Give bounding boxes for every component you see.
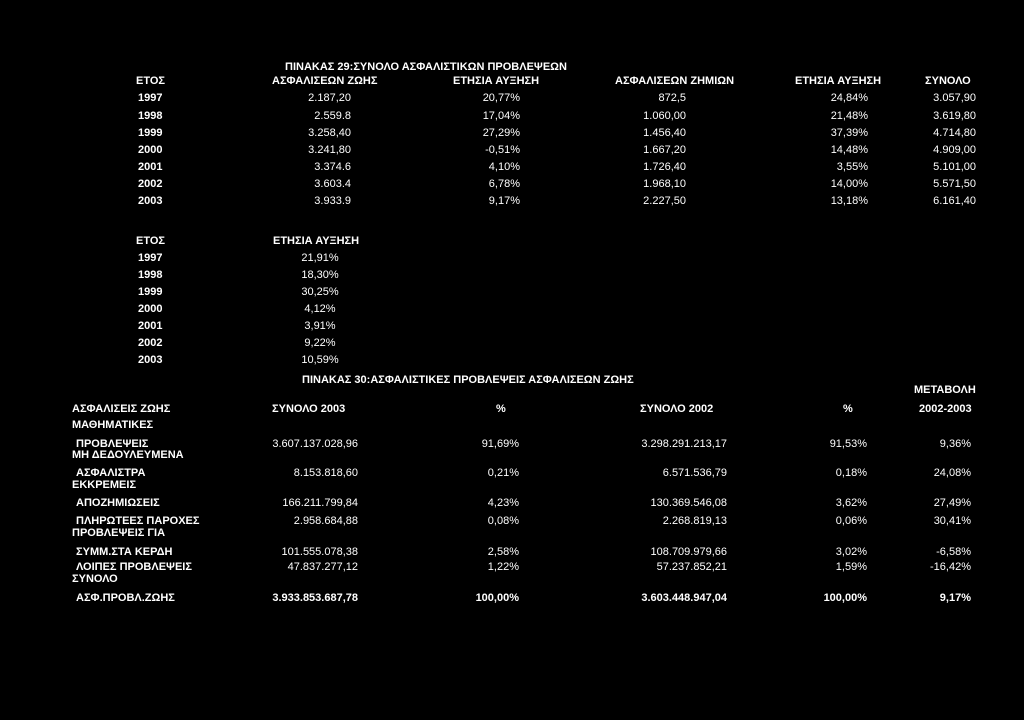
table-cell: 1997 [138,252,163,264]
table-29-title: ΠΙΝΑΚΑΣ 29:ΣΥΝΟΛΟ ΑΣΦΑΛΙΣΤΙΚΩΝ ΠΡΟΒΛΕΨΕΩΝ [285,61,567,73]
table-cell: -6,58% [936,546,971,558]
table-cell: 27,29% [482,127,520,139]
header-year: ΕΤΟΣ [136,75,166,87]
table-cell: 872,5 [658,92,686,104]
table-cell: 0,08% [487,515,519,527]
table-row [0,466,1024,480]
row-label: ΠΡΟΒΛΕΨΕΙΣ [76,438,149,450]
table-cell: 2001 [138,320,163,332]
table-cell: -16,42% [930,561,971,573]
table-cell: 2001 [138,161,163,173]
table-row [0,251,1024,265]
table-cell: 3.933.853.687,78 [272,592,358,604]
table-cell: 2003 [138,195,163,207]
row-label: ΣΥΜΜ.ΣΤΑ ΚΕΡΔΗ [76,546,173,558]
table-cell: 100,00% [823,592,867,604]
table-cell: 101.555.078,38 [281,546,358,558]
table-cell: 0,06% [835,515,867,527]
table-cell: 0,21% [487,467,519,479]
table-row [0,560,1024,574]
table-row [0,591,1024,605]
table-cell: 3,55% [836,161,868,173]
table-cell: 3.057,90 [933,92,976,104]
table-row [0,353,1024,367]
header-life: ΑΣΦΑΛΙΣΕΩΝ ΖΩΗΣ [272,75,378,87]
table-cell: 1997 [138,92,163,104]
table-cell: 17,04% [482,110,520,122]
table-cell: 0,18% [835,467,867,479]
table-cell: 3.258,40 [308,127,351,139]
table-cell: 2.559.8 [314,110,351,122]
table-cell: 3.619,80 [933,110,976,122]
table-cell: 6.571.536,79 [662,467,727,479]
table-cell: 5.101,00 [933,161,976,173]
table-row [0,268,1024,282]
row-label: ΑΣΦΑΛΙΣΤΡΑ [76,467,146,479]
header-change: 2002-2003 [919,403,972,415]
table-row [0,285,1024,299]
table-cell: 27,49% [933,497,971,509]
table-row [0,177,1024,191]
table-row [0,109,1024,123]
table-cell: 9,17% [488,195,520,207]
table-cell: 1999 [138,127,163,139]
row-label: ΠΛΗΡΩΤΕΕΣ ΠΑΡΟΧΕΣ [76,515,200,527]
table-cell: 130.369.546,08 [650,497,727,509]
table-cell: 3.603.4 [314,178,351,190]
row-label-top: ΣΥΝΟΛΟ [72,573,118,585]
table-cell: 91,53% [829,438,867,450]
row-label-top: ΠΡΟΒΛΕΨΕΙΣ ΓΙΑ [72,527,166,539]
table-cell: 1,59% [835,561,867,573]
table-row [0,194,1024,208]
table-29-header [0,74,1024,88]
table-cell: 4,10% [488,161,520,173]
table-cell: 3.241,80 [308,144,351,156]
table-cell: 20,77% [482,92,520,104]
table-cell: 3.298.291.213,17 [641,438,727,450]
table-cell: 9,17% [939,592,971,604]
table-cell: 2.268.819,13 [662,515,727,527]
table-cell: 3.607.137.028,96 [272,438,358,450]
table-cell: 10,59% [301,354,339,366]
table-cell: 57.237.852,21 [656,561,727,573]
row-label-top: ΜΑΘΗΜΑΤΙΚΕΣ [72,419,154,431]
table-cell: 37,39% [830,127,868,139]
table-cell: 3,91% [304,320,336,332]
header-pct-2003: % [496,403,506,415]
table-cell: 1,22% [487,561,519,573]
table-30-change-label: ΜΕΤΑΒΟΛΗ [914,384,976,396]
table-30-header [0,402,1024,416]
table-cell: 1.060,00 [643,110,686,122]
table-cell: 2000 [138,144,163,156]
table-row [0,143,1024,157]
header-damage: ΑΣΦΑΛΙΣΕΩΝ ΖΗΜΙΩΝ [615,75,735,87]
table-cell: 4,23% [487,497,519,509]
header-pct-2002: % [843,403,853,415]
growth-table-header [0,234,1024,248]
row-label-top: ΜΗ ΔΕΔΟΥΛΕΥΜΕΝΑ [72,449,184,461]
header-total-2002: ΣΥΝΟΛΟ 2002 [640,403,714,415]
table-cell: 24,08% [933,467,971,479]
table-cell: 24,84% [830,92,868,104]
table-row [0,319,1024,333]
table-cell: 91,69% [481,438,519,450]
table-cell: 2002 [138,337,163,349]
table-cell: 1.968,10 [643,178,686,190]
table-cell: 4.909,00 [933,144,976,156]
table-cell: 3.374.6 [314,161,351,173]
table-cell: 9,36% [939,438,971,450]
table-cell: 1999 [138,286,163,298]
table-cell: 1998 [138,110,163,122]
table-cell: 2003 [138,354,163,366]
table-cell: 30,41% [933,515,971,527]
table-row [0,496,1024,510]
table-cell: 2000 [138,303,163,315]
table-cell: 9,22% [304,337,336,349]
table-cell: 166.211.799,84 [282,497,358,509]
table-cell: 1.667,20 [643,144,686,156]
table-row [0,91,1024,105]
table-cell: 3.603.448.947,04 [641,592,727,604]
row-label: ΛΟΙΠΕΣ ΠΡΟΒΛΕΨΕΙΣ [76,561,192,573]
header-total: ΣΥΝΟΛΟ [925,75,971,87]
table-cell: 100,00% [475,592,519,604]
table-cell: 1998 [138,269,163,281]
table-cell: 14,00% [830,178,868,190]
table-row [0,126,1024,140]
row-label: ΑΠΟΖΗΜΙΩΣΕΙΣ [76,497,160,509]
row-label-top: ΕΚΚΡΕΜΕΙΣ [72,479,137,491]
table-cell: 2002 [138,178,163,190]
table-cell: 8.153.818,60 [293,467,358,479]
table-row [0,160,1024,174]
table-cell: 14,48% [830,144,868,156]
growth-header-growth: ΕΤΗΣΙΑ ΑΥΞΗΣΗ [273,235,360,247]
table-cell: 30,25% [301,286,339,298]
table-cell: 18,30% [301,269,339,281]
table-cell: 4,12% [304,303,336,315]
table-cell: 6.161,40 [933,195,976,207]
table-cell: 1.726,40 [643,161,686,173]
table-cell: 108.709.979,66 [650,546,727,558]
table-cell: 4.714,80 [933,127,976,139]
table-cell: 3,62% [835,497,867,509]
table-30-title: ΠΙΝΑΚΑΣ 30:ΑΣΦΑΛΙΣΤΙΚΕΣ ΠΡΟΒΛΕΨΕΙΣ ΑΣΦΑΛΙΣΕΩΝ ΖΩΗΣ [302,374,634,386]
table-cell: 2.187,20 [308,92,351,104]
table-cell: 2.227,50 [643,195,686,207]
header-damage-growth: ΕΤΗΣΙΑ ΑΥΞΗΣΗ [795,75,882,87]
table-cell: 21,48% [830,110,868,122]
table-cell: 2.958.684,88 [293,515,358,527]
header-life-insurance: ΑΣΦΑΛΙΣΕΙΣ ΖΩΗΣ [72,403,171,415]
table-cell: 3.933.9 [314,195,351,207]
table-cell: 6,78% [488,178,520,190]
header-life-growth: ΕΤΗΣΙΑ ΑΥΞΗΣΗ [453,75,540,87]
table-row [0,302,1024,316]
growth-header-year: ΕΤΟΣ [136,235,166,247]
table-cell: 2,58% [487,546,519,558]
header-total-2003: ΣΥΝΟΛΟ 2003 [272,403,346,415]
table-cell: 3,02% [835,546,867,558]
table-cell: -0,51% [485,144,520,156]
table-cell: 5.571,50 [933,178,976,190]
table-cell: 1.456,40 [643,127,686,139]
table-row [0,336,1024,350]
table-row [0,545,1024,559]
table-cell: 21,91% [301,252,339,264]
table-cell: 47.837.277,12 [287,561,358,573]
row-label: ΑΣΦ.ΠΡΟΒΛ.ΖΩΗΣ [76,592,175,604]
table-cell: 13,18% [830,195,868,207]
